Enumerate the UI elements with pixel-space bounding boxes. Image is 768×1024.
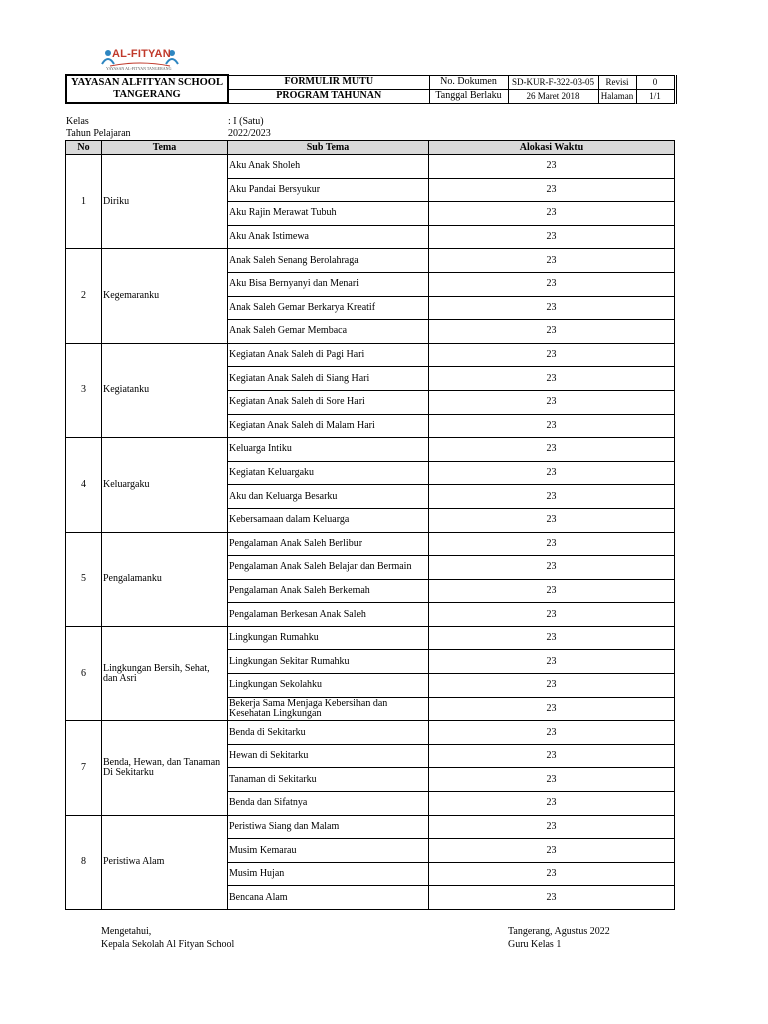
school-name: YAYASAN ALFITYAN SCHOOL TANGERANG	[66, 75, 228, 103]
time-allocation: 23	[429, 461, 675, 485]
time-allocation: 23	[429, 343, 675, 367]
time-allocation: 23	[429, 202, 675, 226]
theme-name: Kegiatanku	[102, 343, 228, 437]
column-header-subtema: Sub Tema	[228, 141, 429, 155]
subtheme-name: Lingkungan Sekolahku	[228, 674, 429, 698]
time-allocation: 23	[429, 815, 675, 839]
form-title: FORMULIR MUTU	[228, 75, 429, 89]
subtheme-name: Aku Anak Sholeh	[228, 155, 429, 179]
time-allocation: 23	[429, 367, 675, 391]
subtheme-name: Benda di Sekitarku	[228, 721, 429, 745]
time-allocation: 23	[429, 697, 675, 721]
logo-tagline: YAYASAN AL-FITYAN TANGERANG	[106, 66, 172, 71]
subtheme-name: Pengalaman Anak Saleh Berlibur	[228, 532, 429, 556]
theme-name: Pengalamanku	[102, 532, 228, 626]
time-allocation: 23	[429, 556, 675, 580]
form-header	[65, 74, 677, 104]
subtheme-name: Pengalaman Berkesan Anak Saleh	[228, 603, 429, 627]
table-row	[66, 815, 675, 839]
time-allocation: 23	[429, 390, 675, 414]
time-allocation: 23	[429, 603, 675, 627]
subtheme-name: Pengalaman Anak Saleh Berkemah	[228, 579, 429, 603]
subtheme-name: Aku Bisa Bernyanyi dan Menari	[228, 272, 429, 296]
time-allocation: 23	[429, 792, 675, 816]
subtheme-name: Lingkungan Sekitar Rumahku	[228, 650, 429, 674]
time-allocation: 23	[429, 178, 675, 202]
time-allocation: 23	[429, 650, 675, 674]
subtheme-name: Tanaman di Sekitarku	[228, 768, 429, 792]
school-logo	[100, 44, 180, 74]
subtheme-name: Keluarga Intiku	[228, 438, 429, 462]
subtheme-name: Kebersamaan dalam Keluarga	[228, 508, 429, 532]
subtheme-name: Aku Pandai Bersyukur	[228, 178, 429, 202]
program-table	[65, 140, 675, 910]
time-allocation: 23	[429, 532, 675, 556]
theme-name: Lingkungan Bersih, Sehat, dan Asri	[102, 626, 228, 720]
time-allocation: 23	[429, 320, 675, 344]
effective-date-label: Tanggal Berlaku	[429, 89, 508, 103]
effective-date-value: 26 Maret 2018	[508, 89, 598, 103]
column-header-tema: Tema	[102, 141, 228, 155]
theme-number: 6	[66, 626, 102, 720]
subtheme-name: Kegiatan Anak Saleh di Siang Hari	[228, 367, 429, 391]
column-header-no: No	[66, 141, 102, 155]
signature-right-line1: Tangerang, Agustus 2022	[508, 926, 610, 937]
subtheme-name: Kegiatan Anak Saleh di Pagi Hari	[228, 343, 429, 367]
time-allocation: 23	[429, 225, 675, 249]
program-title: PROGRAM TAHUNAN	[228, 89, 429, 103]
subtheme-name: Aku Anak Istimewa	[228, 225, 429, 249]
theme-name: Keluargaku	[102, 438, 228, 532]
table-row	[66, 626, 675, 650]
table-row	[66, 438, 675, 462]
subtheme-name: Bencana Alam	[228, 886, 429, 910]
subtheme-name: Lingkungan Rumahku	[228, 626, 429, 650]
time-allocation: 23	[429, 579, 675, 603]
theme-name: Benda, Hewan, dan Tanaman Di Sekitarku	[102, 721, 228, 815]
time-allocation: 23	[429, 839, 675, 863]
time-allocation: 23	[429, 768, 675, 792]
signature-right	[508, 925, 610, 951]
time-allocation: 23	[429, 249, 675, 273]
time-allocation: 23	[429, 721, 675, 745]
doc-number-value: SD-KUR-F-322-03-05	[508, 75, 598, 89]
table-row	[66, 343, 675, 367]
subtheme-name: Aku dan Keluarga Besarku	[228, 485, 429, 509]
subtheme-name: Peristiwa Siang dan Malam	[228, 815, 429, 839]
theme-number: 1	[66, 155, 102, 249]
time-allocation: 23	[429, 438, 675, 462]
class-label: Kelas	[66, 116, 89, 127]
theme-number: 7	[66, 721, 102, 815]
time-allocation: 23	[429, 155, 675, 179]
signature-left-line2: Kepala Sekolah Al Fityan School	[101, 939, 235, 950]
time-allocation: 23	[429, 296, 675, 320]
subtheme-name: Kegiatan Anak Saleh di Sore Hari	[228, 390, 429, 414]
theme-number: 5	[66, 532, 102, 626]
page-value: 1/1	[636, 89, 675, 103]
time-allocation: 23	[429, 862, 675, 886]
theme-name: Peristiwa Alam	[102, 815, 228, 909]
theme-name: Kegemaranku	[102, 249, 228, 343]
signature-right-line2: Guru Kelas 1	[508, 939, 562, 950]
signature-left-line1: Mengetahui,	[101, 926, 152, 937]
page-label: Halaman	[598, 89, 636, 103]
subtheme-name: Benda dan Sifatnya	[228, 792, 429, 816]
time-allocation: 23	[429, 272, 675, 296]
theme-name: Diriku	[102, 155, 228, 249]
theme-number: 4	[66, 438, 102, 532]
subtheme-name: Anak Saleh Senang Berolahraga	[228, 249, 429, 273]
theme-number: 3	[66, 343, 102, 437]
subtheme-name: Kegiatan Anak Saleh di Malam Hari	[228, 414, 429, 438]
table-row	[66, 721, 675, 745]
subtheme-name: Bekerja Sama Menjaga Kebersihan dan Kesehatan Lingkungan	[228, 697, 429, 721]
table-row	[66, 532, 675, 556]
time-allocation: 23	[429, 626, 675, 650]
subtheme-name: Pengalaman Anak Saleh Belajar dan Bermain	[228, 556, 429, 580]
table-row	[66, 249, 675, 273]
subtheme-name: Hewan di Sekitarku	[228, 744, 429, 768]
time-allocation: 23	[429, 485, 675, 509]
theme-number: 2	[66, 249, 102, 343]
revision-value: 0	[636, 75, 675, 89]
table-row	[66, 155, 675, 179]
school-year-value: 2022/2023	[228, 128, 271, 139]
subtheme-name: Anak Saleh Gemar Membaca	[228, 320, 429, 344]
column-header-alokasi: Alokasi Waktu	[429, 141, 675, 155]
table-header-row	[66, 141, 675, 155]
subtheme-name: Kegiatan Keluargaku	[228, 461, 429, 485]
time-allocation: 23	[429, 508, 675, 532]
logo-name: AL-FITYAN	[112, 48, 171, 60]
time-allocation: 23	[429, 886, 675, 910]
time-allocation: 23	[429, 674, 675, 698]
theme-number: 8	[66, 815, 102, 909]
school-year-label: Tahun Pelajaran	[66, 128, 131, 139]
subtheme-name: Anak Saleh Gemar Berkarya Kreatif	[228, 296, 429, 320]
class-value: : I (Satu)	[228, 116, 264, 127]
time-allocation: 23	[429, 744, 675, 768]
subtheme-name: Aku Rajin Merawat Tubuh	[228, 202, 429, 226]
time-allocation: 23	[429, 414, 675, 438]
doc-number-label: No. Dokumen	[429, 75, 508, 89]
signature-left	[101, 925, 234, 951]
subtheme-name: Musim Kemarau	[228, 839, 429, 863]
subtheme-name: Musim Hujan	[228, 862, 429, 886]
revision-label: Revisi	[598, 75, 636, 89]
